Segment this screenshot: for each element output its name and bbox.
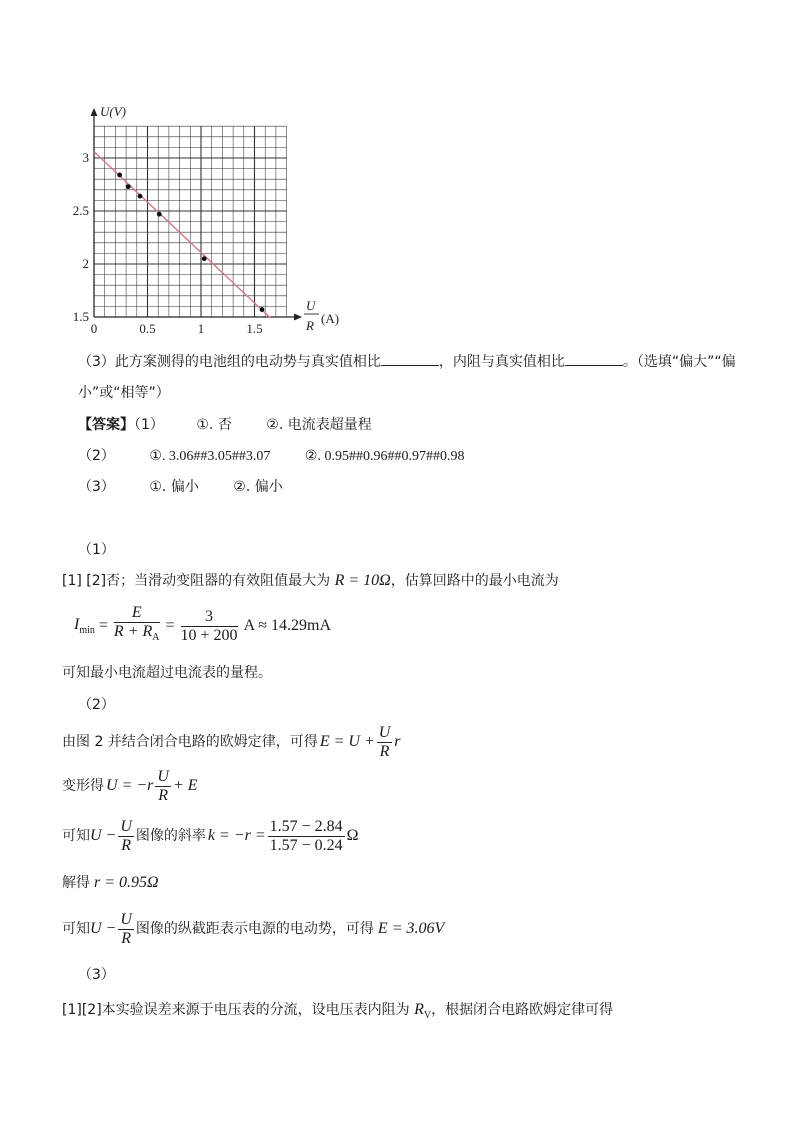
x-label-denominator: R	[306, 318, 314, 333]
analysis-3-text: [1][2]本实验误差来源于电压表的分流，设电压表内阻为 $R_V$，根据闭合电路欧姆定律可得	[62, 1001, 614, 1022]
answer-row-2: （2） ①. 3.06##3.05##3.07 ②. 0.95##0.96##0.97##0.98	[78, 448, 465, 464]
graph-axes	[91, 108, 303, 321]
graph-grid	[94, 126, 287, 317]
answer-blank-emf[interactable]	[381, 351, 439, 366]
y-tick-label: 1.5	[72, 309, 89, 324]
analysis-1-text: [1] [2]否；当滑动变阻器的有效阻值最大为 R = 10Ω，估算回路中的最小电流为	[62, 572, 559, 589]
data-point	[260, 307, 265, 312]
analysis-1-conclusion: 可知最小电流超过电流表的量程。	[62, 665, 272, 681]
analysis-2-solve: 解得 r = 0.95Ω	[62, 874, 159, 891]
answer-row-1: 【答案】（1） ①. 否 ②. 电流表超量程	[78, 417, 372, 433]
question-3-line-2: 小”或“相等”）	[78, 385, 170, 401]
data-point	[138, 194, 143, 199]
answer-label: 【答案】	[78, 417, 134, 433]
x-tick-label: 1	[197, 321, 205, 336]
y-axis-arrow	[91, 108, 98, 116]
answer-blank-resistance[interactable]	[565, 351, 623, 366]
y-tick-label: 2	[82, 256, 89, 271]
x-axis-label	[304, 298, 339, 333]
y-tick-label: 3	[82, 150, 89, 165]
analysis-2-slope: 可知 U − $\frac{U}{R}$ 图像的斜率 k = −r = $\frac{1.57 - 2.84}{1.57 - 0.24}$ Ω	[62, 817, 359, 854]
imin-equation: $I_{min}$ = $\frac{E}{R + R_A}$ = $\frac{3}{10 + 200}$ A ≈ 14.29mA	[74, 603, 331, 649]
x-label-numerator: U	[306, 298, 316, 313]
imin-fraction-1: $\frac{E}{R + R_A}$	[113, 604, 160, 644]
x-tick-label: 0.5	[139, 321, 156, 336]
analysis-2-index: （2）	[78, 697, 115, 713]
data-point	[126, 184, 131, 189]
x-tick-label: 0	[90, 321, 98, 336]
analysis-2-transform: 变形得 U = −r $\frac{U}{R}$ + E	[62, 767, 198, 804]
x-label-unit: (A)	[321, 311, 340, 326]
analysis-2-ohm-law: 由图 2 并结合闭合电路的欧姆定律，可得 E = U + $\frac{U}{R}$ r	[62, 723, 401, 760]
y-axis-label: U(V)	[100, 104, 126, 119]
y-tick-label: 2.5	[72, 203, 89, 218]
x-tick-label: 1.5	[246, 321, 263, 336]
data-point	[202, 256, 207, 261]
analysis-2-intercept: 可知 U − $\frac{U}{R}$ 图像的纵截距表示电源的电动势，可得 E = 3.06V	[62, 910, 445, 947]
imin-fraction-2: $\frac{3}{10 + 200}$	[180, 607, 238, 644]
x-axis-arrow	[294, 314, 302, 321]
data-point	[157, 212, 162, 217]
u-vs-u-over-r-graph	[60, 92, 360, 342]
answer-row-3: （3） ①. 偏小 ②. 偏小	[78, 479, 283, 495]
question-3-line-1: （3）此方案测得的电池组的电动势与真实值相比 ，内阻与真实值相比 。（选填“偏大”“偏	[78, 351, 736, 372]
analysis-3-index: （3）	[78, 967, 115, 983]
data-point	[117, 173, 122, 178]
analysis-1-index: （1）	[78, 542, 115, 558]
